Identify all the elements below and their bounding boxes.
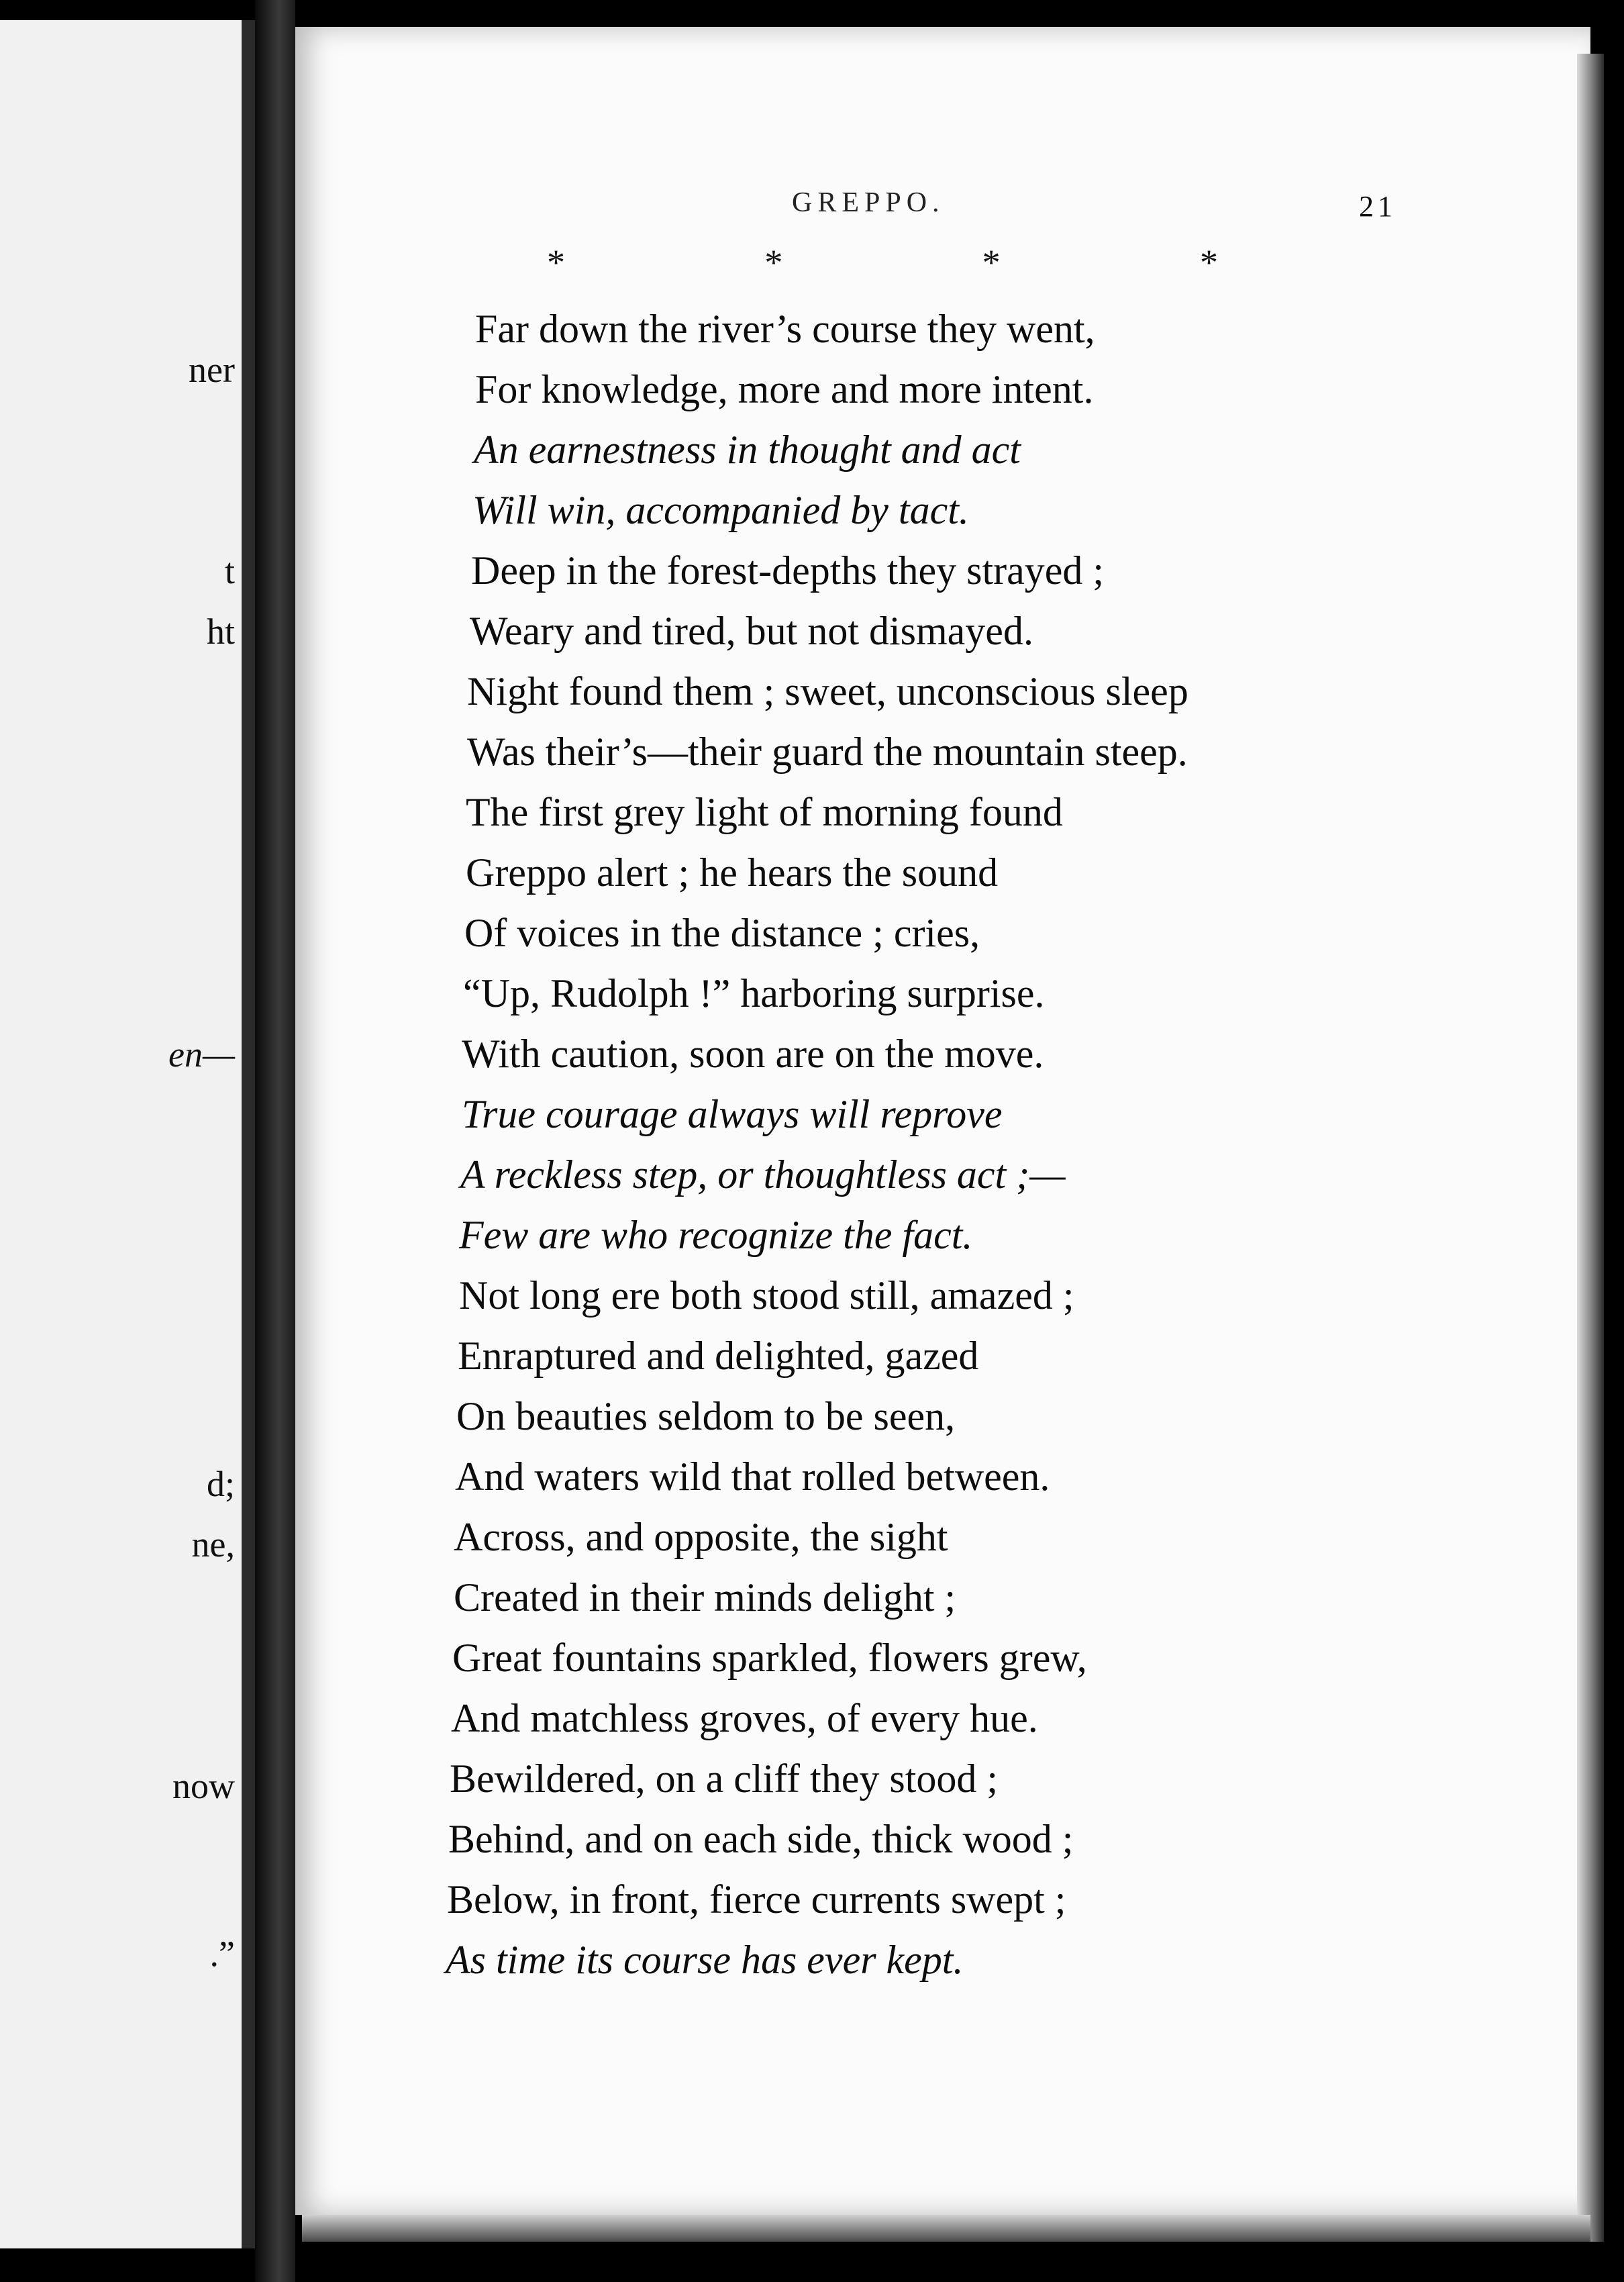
star-ornament: * xyxy=(1199,242,1218,283)
running-head: GREPPO. xyxy=(792,187,945,218)
poem-line: And matchless groves, of every hue. xyxy=(451,1696,1038,1740)
poem-line: “Up, Rudolph !” harboring surprise. xyxy=(463,971,1045,1015)
book-gutter xyxy=(255,0,295,2282)
section-break-stars xyxy=(547,242,1218,283)
poem-line: Great fountains sparkled, flowers grew, xyxy=(452,1636,1087,1680)
poem-line: Of voices in the distance ; cries, xyxy=(464,911,980,955)
star-ornament: * xyxy=(982,242,1001,283)
poem-line: And waters wild that rolled between. xyxy=(455,1454,1050,1499)
poem-line: For knowledge, more and more intent. xyxy=(475,367,1094,411)
page-number: 21 xyxy=(1359,190,1397,223)
page-edge xyxy=(1577,54,1604,2242)
left-page-text-fragment: now xyxy=(172,1766,235,1806)
poem-line: Across, and opposite, the sight xyxy=(454,1515,948,1559)
poem-line: Enraptured and delighted, gazed xyxy=(458,1334,979,1378)
left-page-text-fragment: ht xyxy=(206,611,235,652)
poem-line: Night found them ; sweet, unconscious sleep xyxy=(467,669,1188,713)
left-page-text-fragment: .” xyxy=(209,1934,235,1974)
poem-line: On beauties seldom to be seen, xyxy=(456,1394,956,1438)
left-facing-page xyxy=(0,20,255,2248)
left-page-text-fragment: ne, xyxy=(191,1524,235,1565)
poem-line: A reckless step, or thoughtless act ;— xyxy=(460,1152,1066,1197)
page-bottom-edge xyxy=(302,2215,1590,2242)
poem-line: Few are who recognize the fact. xyxy=(459,1213,973,1257)
poem-line: As time its course has ever kept. xyxy=(446,1938,964,1982)
left-page-text-fragment: ner xyxy=(189,350,235,390)
poem-line: Was their’s—their guard the mountain steep. xyxy=(467,730,1188,774)
poem-line: Deep in the forest-depths they strayed ; xyxy=(471,548,1105,593)
poem-line: An earnestness in thought and act xyxy=(474,428,1021,472)
left-page-text-fragment: en— xyxy=(168,1034,235,1075)
poem-line: Below, in front, fierce currents swept ; xyxy=(447,1877,1066,1922)
poem-line: Weary and tired, but not dismayed. xyxy=(470,609,1033,653)
left-page-text-fragment: d; xyxy=(206,1464,235,1504)
poem-line: Greppo alert ; he hears the sound xyxy=(466,850,999,895)
star-ornament: * xyxy=(764,242,783,283)
poem-line: True courage always will reprove xyxy=(462,1092,1003,1136)
poem-line: The first grey light of morning found xyxy=(466,790,1063,834)
poem-line: Will win, accompanied by tact. xyxy=(472,488,969,532)
poem-line: Far down the river’s course they went, xyxy=(475,307,1095,351)
left-page-text-fragment: t xyxy=(224,551,235,591)
poem-line: Not long ere both stood still, amazed ; xyxy=(459,1273,1074,1318)
poem-line: With caution, soon are on the move. xyxy=(462,1032,1044,1076)
poem-line: Bewildered, on a cliff they stood ; xyxy=(450,1756,999,1801)
star-ornament: * xyxy=(547,242,565,283)
poem-line: Behind, and on each side, thick wood ; xyxy=(448,1817,1074,1861)
poem-line: Created in their minds delight ; xyxy=(454,1575,956,1620)
